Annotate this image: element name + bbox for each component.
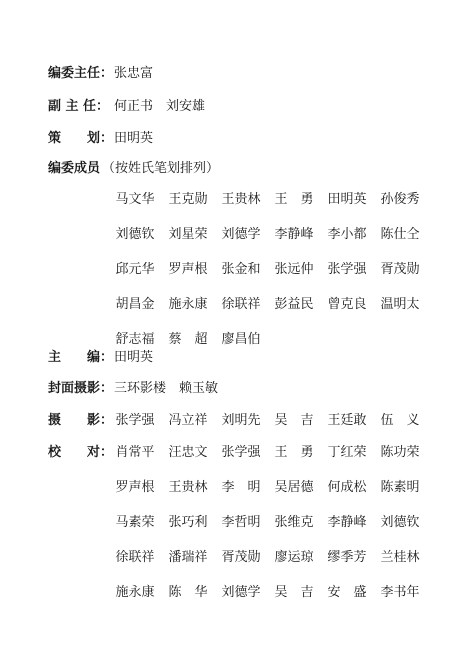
proofreader-name: 安 盛 (327, 585, 367, 600)
member-name: 刘德钦 (115, 227, 155, 242)
planner-names: 田明英 (114, 131, 154, 146)
proofreader-name: 丁红荣 (327, 445, 367, 460)
proofreader-name: 何成松 (327, 480, 367, 495)
member-name: 舒志福 (115, 332, 155, 347)
members-note: （按姓氏笔划排列） (102, 161, 220, 176)
photography-list (110, 409, 440, 444)
deputy-editor-row (0, 95, 450, 115)
proofreader-name: 施永康 (115, 585, 155, 600)
proofreading-label: 校 对： (48, 445, 114, 460)
chief-editor-names: 张忠富 (114, 66, 154, 81)
member-name: 李静峰 (274, 227, 314, 242)
member-name: 陈仕仝 (380, 227, 420, 242)
proofreader-name: 肖常平 (115, 445, 155, 460)
member-name: 王克勋 (168, 192, 208, 207)
editor-label: 主 编： (48, 350, 114, 365)
proofreader-name: 徐联祥 (115, 550, 155, 565)
member-name: 邱元华 (115, 262, 155, 277)
proofreader-name: 张维克 (274, 515, 314, 530)
proofreading-row-names (110, 546, 440, 566)
proofreader-name: 马素荣 (115, 515, 155, 530)
member-name: 孙俊秀 (380, 192, 420, 207)
members-row (110, 258, 440, 278)
proofreader-name: 缪季芳 (327, 550, 367, 565)
proofreader-name: 刘德钦 (380, 515, 420, 530)
member-name: 张学强 (327, 262, 367, 277)
proofreader-name: 胥茂勋 (221, 550, 261, 565)
photography-row (0, 409, 450, 429)
editor-row (0, 346, 450, 366)
member-name: 李小都 (327, 227, 367, 242)
member-name: 蔡 超 (168, 332, 208, 347)
member-name: 彭益民 (274, 297, 314, 312)
member-name: 施永康 (168, 297, 208, 312)
proofreader-name: 李 明 (221, 480, 261, 495)
member-name: 马文华 (115, 192, 155, 207)
member-name: 胥茂勋 (380, 262, 420, 277)
photography-names-row (110, 409, 440, 429)
proofreading-row-names (110, 581, 440, 601)
photographer-name: 张学强 (115, 413, 155, 428)
member-name: 廖昌伯 (221, 332, 261, 347)
proofreader-name: 汪忠文 (168, 445, 208, 460)
members-label: 编委成员 (48, 161, 101, 176)
proofreading-row-names (110, 476, 440, 496)
proofreader-name: 王 勇 (274, 445, 314, 460)
member-name: 田明英 (327, 192, 367, 207)
member-name: 张远仲 (274, 262, 314, 277)
planner-label: 策 划： (48, 131, 114, 146)
member-name: 王贵林 (221, 192, 261, 207)
photographer-name: 刘明先 (221, 413, 261, 428)
member-name: 张金和 (221, 262, 261, 277)
chief-editor-row (0, 62, 450, 82)
members-row (110, 328, 440, 348)
cover-photo-row (0, 377, 450, 397)
members-row (110, 293, 440, 313)
proofreader-name: 刘德学 (221, 585, 261, 600)
proofreader-name: 吴 吉 (274, 585, 314, 600)
proofreading-row-names (110, 511, 440, 531)
photographer-name: 王廷敢 (327, 413, 367, 428)
members-heading-row (0, 157, 450, 177)
photographer-name: 冯立祥 (168, 413, 208, 428)
proofreader-name: 张学强 (221, 445, 261, 460)
photography-label: 摄 影： (48, 413, 114, 428)
proofreader-name: 罗声根 (115, 480, 155, 495)
proofreader-name: 李哲明 (221, 515, 261, 530)
proofreader-name: 陈素明 (380, 480, 420, 495)
proofreader-name: 陈功荣 (380, 445, 420, 460)
members-row (110, 188, 440, 208)
proofreader-name: 陈 华 (168, 585, 208, 600)
photographer-name: 伍 义 (380, 413, 420, 428)
proofreader-name: 兰桂林 (380, 550, 420, 565)
proofreader-name: 张巧利 (168, 515, 208, 530)
proofreader-name: 王贵林 (168, 480, 208, 495)
member-name: 曾克良 (327, 297, 367, 312)
members-row (110, 223, 440, 243)
proofreader-name: 吴居德 (274, 480, 314, 495)
deputy-editor-label: 副 主 任： (48, 99, 110, 114)
photographer-name: 吴 吉 (274, 413, 314, 428)
proofreader-name: 李书年 (380, 585, 420, 600)
member-name: 胡昌金 (115, 297, 155, 312)
members-list (110, 188, 440, 363)
chief-editor-label: 编委主任： (48, 66, 114, 81)
member-name: 温明太 (380, 297, 420, 312)
member-name: 王 勇 (274, 192, 314, 207)
proofreader-name: 廖运琼 (274, 550, 314, 565)
member-name: 刘星荣 (168, 227, 208, 242)
proofreading-row-names (110, 441, 440, 461)
cover-photo-label: 封面摄影： (48, 381, 114, 396)
member-name: 徐联祥 (221, 297, 261, 312)
member-name: 罗声根 (168, 262, 208, 277)
proofreader-name: 潘瑞祥 (168, 550, 208, 565)
proofreader-name: 李静峰 (327, 515, 367, 530)
cover-photo-names: 三环影楼 赖玉敏 (114, 381, 219, 396)
proofreading-list (110, 441, 440, 616)
member-name: 刘德学 (221, 227, 261, 242)
deputy-editor-names: 何正书 刘安雄 (114, 99, 206, 114)
planner-row (0, 127, 450, 147)
editor-names: 田明英 (114, 350, 154, 365)
